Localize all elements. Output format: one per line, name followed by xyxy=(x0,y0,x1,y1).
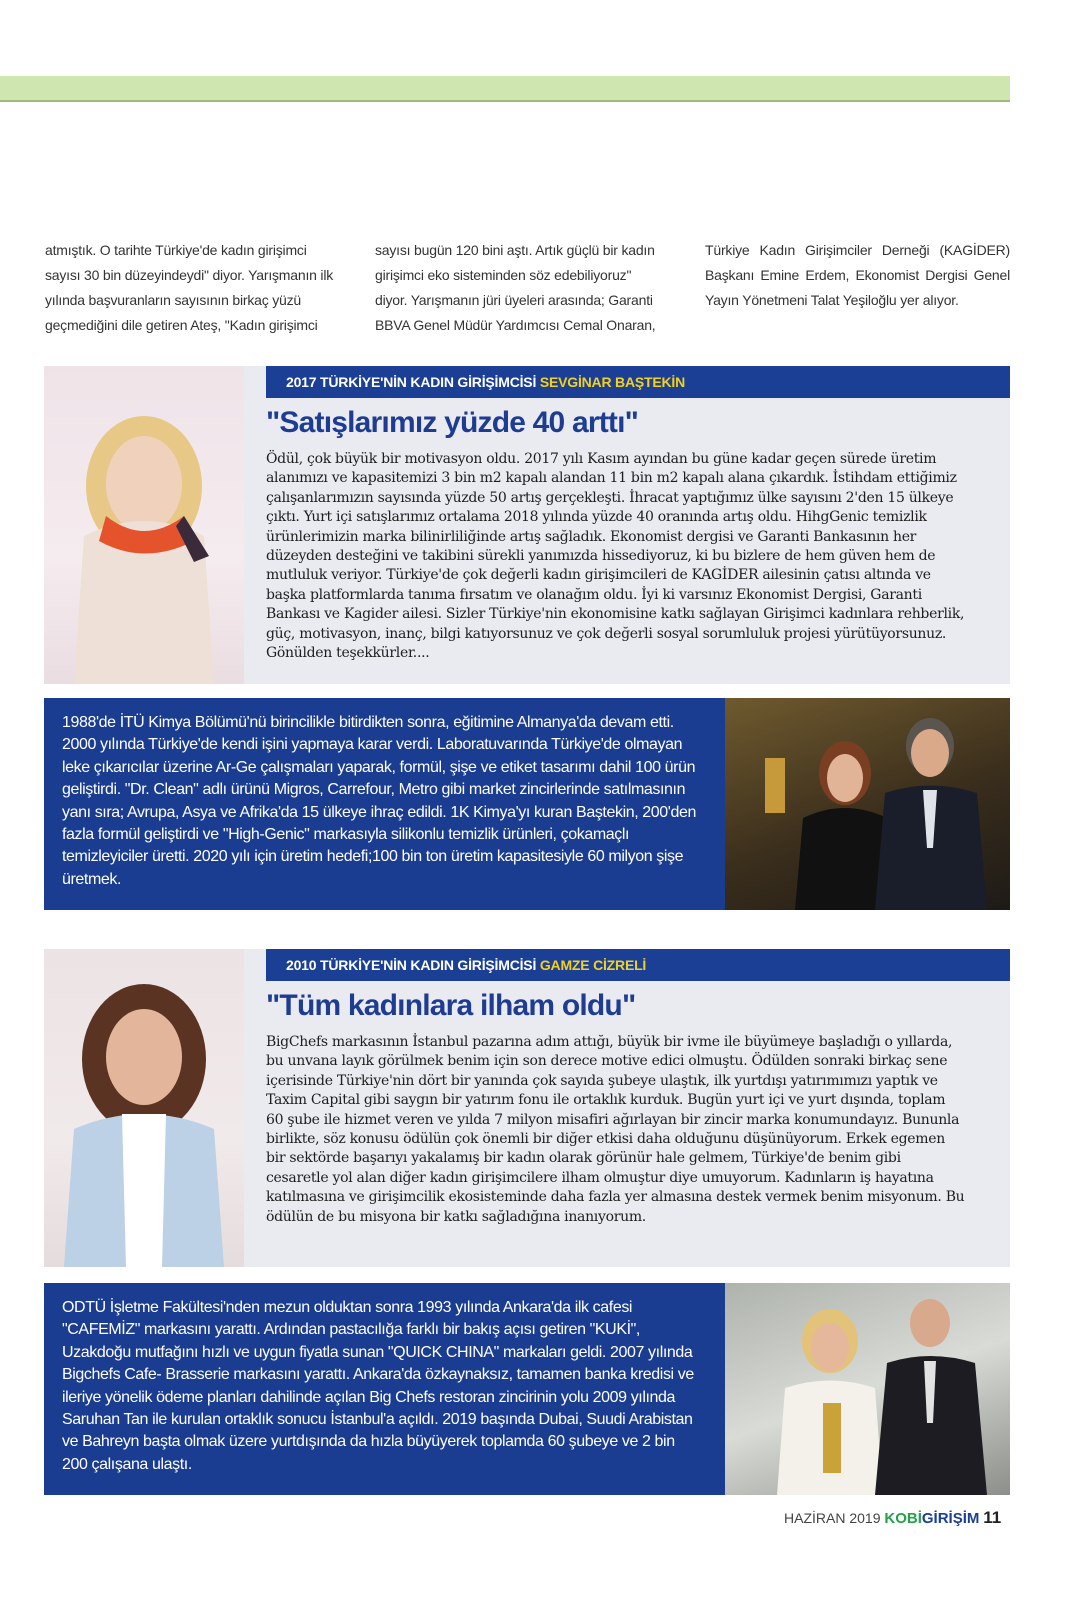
page-number: 11 xyxy=(983,1508,1002,1527)
bio-box-baştekin xyxy=(44,698,1010,910)
bio-box-cizreli xyxy=(44,1283,1010,1495)
portrait-photo xyxy=(44,366,244,684)
section-body: BigChefs markasının İstanbul pazarına adım attığı, büyük bir ivme ile büyümeye başladığı o yıllarda, bu unvana layık görülmek benim için son derece motive edici olmuştu. Ödülden sonraki birkaç sene içerisinde Türkiye'nin dört bir yanında çok sayıda şubeye ulaştık, ilk yurtdışı yatırımımızı yaptık ve Taxim Capital gibi saygın bir yatırım fonu ile ortaklık kurduk. Bugün yurt içi ve yurt dışında, toplam 60 şube ile hizmet veren ve yılda 7 milyon misafiri ağırlayan bir zincir marka konumundayız. Bununla birlikte, söz konusu ödülün çok önemli bir diğer etkisi daha olduğunu düşünüyorum. Erkek egemen bir sektörde başarıyı yakalamış bir kadın olarak görünür hale gelmem, Türkiye'de benim gibi cesaretle yol alan diğer kadın girişimcilere ilham olmuştur diye umuyorum. Kadınların iş hayatına katılmasına ve girişimcilik ekosisteminde daha fazla yer almasına destek vermek benim misyonum. Bu ödülün de bu misyona bir katkı sağladığına inanıyorum. xyxy=(266,1034,965,1225)
intro-column-3: Türkiye Kadın Girişimciler Derneği (KAGİDER) Başkanı Emine Erdem, Ekonomist Dergisi Genel Yayın Yönetmeni Talat Yeşiloğlu yer alıyor. xyxy=(705,242,1010,308)
bio-text: ODTÜ İşletme Fakültesi'nden mezun olduktan sonra 1993 yılında Ankara'da ilk cafesi "CAFEMİZ" markasını yarattı. Ardından pastacılığa farklı bir bakış açısı getiren "KUKİ", Uzakdoğu mutfağını hızlı ve uygun fiyatla sunan "QUICK CHINA" markaları geldi. 2007 yılında Bigchefs Cafe- Brasserie markasını yarattı. Ankara'da özkaynaksız, tamamen banka kredisi ve ileriye yönelik ödeme planları dahilinde açılan Big Chefs restoran zincirinin yolu 2009 yılında Saruhan Tan ile kurulan ortaklık sonucu İstanbul'a açıldı. 2019 başında Dubai, Suudi Arabistan ve Bahreyn başta olmak üzere yurtdışında da hızla büyüyerek toplamda 60 şubeye ve 2 bin 200 çalışana ulaştı. xyxy=(62,1299,694,1473)
magazine-name-kobi: KOBİ xyxy=(884,1510,922,1527)
award-ceremony-photo xyxy=(725,698,1010,910)
top-color-band xyxy=(0,76,1010,102)
award-label-bar xyxy=(266,949,1010,981)
issue-date: HAZİRAN 2019 xyxy=(784,1510,881,1526)
bio-text: 1988'de İTÜ Kimya Bölümü'nü birincilikle bitirdikten sonra, eğitimine Almanya'da devam etti. 2000 yılında Türkiye'de kendi işini yapmaya karar verdi. Laboratuvarında Türkiye'de olmayan leke çıkarıcılar üzerine Ar-Ge çalışmaları yaparak, formül, şişe ve etiket tasarımı dahil 100 ürün geliştirdi. "Dr. Clean" adlı ürünü Migros, Carrefour, Metro gibi market zincirlerinde satılmasının yanı sıra; Avrupa, Asya ve Afrika'da 15 ülkeye ihraç edildi. 1K Kimya'yı kuran Baştekin, 200'den fazla formül geliştirdi ve "High-Genic" markasıyla silikonlu temizlik ürünleri, çokamaçlı temizleyiciler üretti. 2020 yılı için üretim hedefi;100 bin ton üretim kapasitesiyle 60 milyon şişe üretmek. xyxy=(62,714,696,888)
award-label-prefix: 2017 TÜRKİYE'NİN KADIN GİRİŞİMCİSİ xyxy=(286,374,537,390)
award-label-prefix: 2010 TÜRKİYE'NİN KADIN GİRİŞİMCİSİ xyxy=(286,957,537,973)
section-headline: "Tüm kadınlara ilham oldu" xyxy=(266,989,636,1022)
profile-section-cizreli xyxy=(44,949,1010,1267)
award-label-bar xyxy=(266,366,1010,398)
intro-column-2: sayısı bugün 120 bini aştı. Artık güçlü bir kadın girişimci eko sisteminden söz edebiliyoruz" diyor. Yarışmanın jüri üyeleri arasında; Garanti BBVA Genel Müdür Yardımcısı Cemal Onaran, xyxy=(375,242,656,333)
section-headline: "Satışlarımız yüzde 40 arttı" xyxy=(266,406,639,439)
intro-column-1: atmıştık. O tarihte Türkiye'de kadın girişimci sayısı 30 bin düzeyindeydi" diyor. Yarışmanın ilk yılında başvuranların sayısının birkaç yüzü geçmediğini dile getiren Ateş, "Kadın girişimci xyxy=(45,242,334,333)
award-ceremony-photo xyxy=(725,1283,1010,1495)
portrait-photo xyxy=(44,949,244,1267)
award-winner-name: GAMZE CİZRELİ xyxy=(539,957,647,973)
profile-section-baştekin xyxy=(44,366,1010,684)
magazine-name-girisim: GİRİŞİM xyxy=(921,1510,980,1527)
page-footer xyxy=(784,1508,1001,1528)
award-winner-name: SEVGİNAR BAŞTEKİN xyxy=(539,374,686,390)
section-body: Ödül, çok büyük bir motivasyon oldu. 2017 yılı Kasım ayından bu güne kadar geçen sürede üretim alanımızı ve kapasitemizi 3 bin m2 kapalı alandan 11 bin m2 kapalı alana çıkardık. İstihdam ettiğimiz çalışanlarımızın sayısında yüzde 50 artış gerçekleşti. İhracat yaptığımız ülke sayısını 2'den 15 ülkeye çıktı. Yurt içi satışlarımız ortalama 2018 yılında yüzde 40 oranında artış oldu. HihgGenic temizlik ürünlerimizin marka bilinirliliğinde artış sağladık. Ekonomist dergisi ve Garanti Bankasının her düzeyden desteğini ve takibini sürekli yanımızda hissediyoruz, ki bu bizlere de hem güven hem de mutluluk veriyor. Türkiye'de çok değerli kadın girişimcileri de KAGİDER ailesinin çatısı altında ve başka platformlarda tanıma fırsatım ve olanağım oldu. İyi ki varsınız Ekonomist Dergisi, Garanti Bankası ve Kagider ailesi. Sizler Türkiye'nin ekonomisine katkı sağlayan Girişimci kadınlara rehberlik, güç, motivasyon, inanç, bilgi katıyorsunuz ve çok değerli sosyal sorumluluk projesi yürütüyorsunuz. Gönülden teşekkürler.... xyxy=(266,451,965,662)
